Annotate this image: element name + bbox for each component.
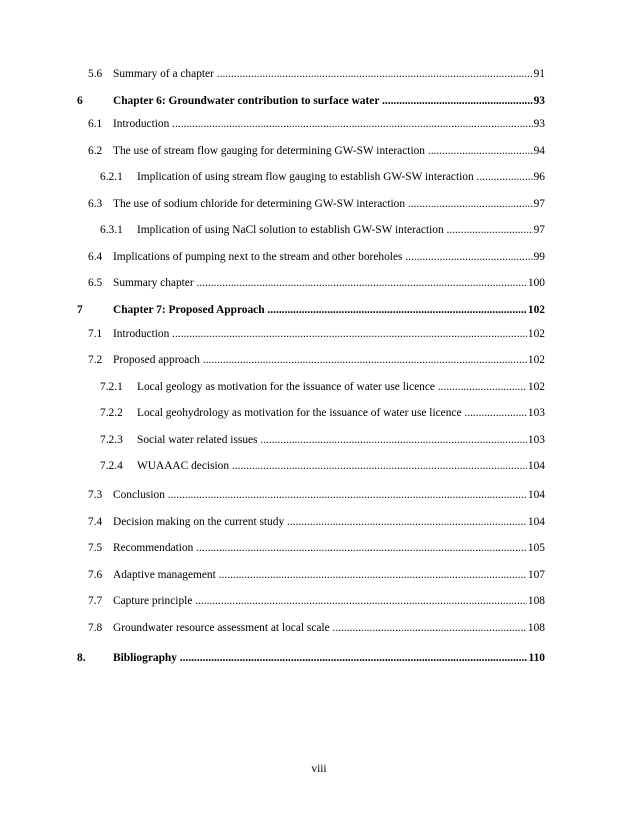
toc-entry-page: 103 xyxy=(527,407,545,419)
toc-entry[interactable] xyxy=(88,196,545,212)
toc-entry-title: Adaptive management ..... xyxy=(113,567,545,583)
toc-entry[interactable] xyxy=(88,352,545,368)
toc-entry-page: 102 xyxy=(527,354,545,366)
toc-entry-number: 6.2.1 xyxy=(100,171,123,183)
toc-entry-page: 97 xyxy=(533,198,545,210)
toc-entry-page: 110 xyxy=(528,652,545,664)
toc-entry-number: 6.3.1 xyxy=(100,224,123,236)
toc-entry-page: 91 xyxy=(533,68,545,80)
toc-entry[interactable] xyxy=(88,249,545,265)
toc-entry-page: 103 xyxy=(527,434,545,446)
toc-entry-page: 107 xyxy=(527,569,545,581)
toc-entry-number: 6.2 xyxy=(88,145,103,157)
toc-entry-title: The use of sodium chloride for determining GW-SW interaction ..... xyxy=(113,196,545,212)
toc-entry-page: 93 xyxy=(533,118,545,130)
toc-entry-number: 8. xyxy=(77,652,86,664)
toc-entry-page: 104 xyxy=(527,460,545,472)
toc-entry-page: 108 xyxy=(527,595,545,607)
toc-entry-title: Recommendation ..... xyxy=(113,540,545,556)
toc-entry-title: Implication of using stream flow gauging to establish GW-SW interaction ..... xyxy=(137,169,545,185)
toc-entry-number: 7.5 xyxy=(88,542,103,554)
toc-entry[interactable] xyxy=(100,169,545,185)
toc-entry-title: The use of stream flow gauging for determining GW-SW interaction ..... xyxy=(113,143,545,159)
toc-entry-number: 7.1 xyxy=(88,328,103,340)
toc-entry-title: Introduction ..... xyxy=(113,116,545,132)
toc-entry-title: Summary of a chapter ..... xyxy=(113,66,545,82)
toc-entry-title: Introduction ..... xyxy=(113,326,545,342)
toc-entry-title: Bibliography ..... xyxy=(113,650,545,666)
toc-entry-page: 102 xyxy=(527,381,545,393)
toc-entry-number: 7.2 xyxy=(88,354,103,366)
toc-entry-page: 94 xyxy=(533,145,545,157)
toc-entry-title: Proposed approach ..... xyxy=(113,352,545,368)
toc-entry[interactable] xyxy=(88,275,545,291)
toc-entry-title: WUAAAC decision ..... xyxy=(137,458,545,474)
toc-entry-number: 7.2.4 xyxy=(100,460,123,472)
toc-entry-number: 6.3 xyxy=(88,198,103,210)
toc-entry-number: 7.7 xyxy=(88,595,103,607)
toc-entry-page: 104 xyxy=(527,516,545,528)
page-number: viii xyxy=(311,763,327,775)
toc-entry[interactable] xyxy=(88,143,545,159)
toc-entry[interactable] xyxy=(77,650,545,666)
toc-entry-number: 7 xyxy=(77,304,83,316)
toc-entry-number: 7.2.3 xyxy=(100,434,123,446)
toc-entry-number: 6 xyxy=(77,95,83,107)
toc-entry[interactable] xyxy=(100,432,545,448)
toc-entry[interactable] xyxy=(88,66,545,82)
toc-entry-number: 6.5 xyxy=(88,277,103,289)
toc-entry-title: Conclusion ..... xyxy=(113,487,545,503)
toc-entry-number: 7.2.2 xyxy=(100,407,123,419)
toc-entry[interactable] xyxy=(100,405,545,421)
toc-entry-title: Implication of using NaCl solution to establish GW-SW interaction ..... xyxy=(137,222,545,238)
toc-entry-number: 7.3 xyxy=(88,489,103,501)
toc-entry[interactable] xyxy=(88,540,545,556)
toc-entry[interactable] xyxy=(100,458,545,474)
toc-entry-number: 6.1 xyxy=(88,118,103,130)
toc-entry-page: 93 xyxy=(533,95,545,107)
toc-entry-number: 7.6 xyxy=(88,569,103,581)
toc-entry-title: Groundwater resource assessment at local scale ..... xyxy=(113,620,545,636)
toc-entry[interactable] xyxy=(77,93,545,109)
toc-entry-title: Social water related issues ..... xyxy=(137,432,545,448)
toc-entry-page: 105 xyxy=(527,542,545,554)
toc-entry[interactable] xyxy=(88,620,545,636)
toc-entry[interactable] xyxy=(100,379,545,395)
toc-entry-page: 108 xyxy=(527,622,545,634)
toc-entry-title: Implications of pumping next to the stream and other boreholes ..... xyxy=(113,249,545,265)
toc-entry-title: Chapter 6: Groundwater contribution to surface water ..... xyxy=(113,93,545,109)
toc-entry-page: 100 xyxy=(527,277,545,289)
toc-entry-number: 5.6 xyxy=(88,68,103,80)
toc-entry-title: Local geohydrology as motivation for the issuance of water use licence ..... xyxy=(137,405,545,421)
toc-entry-number: 7.4 xyxy=(88,516,103,528)
toc-entry-title: Capture principle ..... xyxy=(113,593,545,609)
toc-entry-number: 7.8 xyxy=(88,622,103,634)
toc-entry[interactable] xyxy=(88,116,545,132)
toc-entry[interactable] xyxy=(88,326,545,342)
toc-entry-page: 99 xyxy=(533,251,545,263)
toc-entry-number: 7.2.1 xyxy=(100,381,123,393)
toc-entry-title: Local geology as motivation for the issuance of water use licence ..... xyxy=(137,379,545,395)
toc-entry-page: 104 xyxy=(527,489,545,501)
toc-entry[interactable] xyxy=(88,593,545,609)
toc-entry-title: Summary chapter ..... xyxy=(113,275,545,291)
toc-entry-title: Chapter 7: Proposed Approach ..... xyxy=(113,302,545,318)
toc-entry[interactable] xyxy=(88,514,545,530)
toc-entry-number: 6.4 xyxy=(88,251,103,263)
toc-entry[interactable] xyxy=(88,487,545,503)
toc-entry-page: 96 xyxy=(533,171,545,183)
toc-entry-page: 102 xyxy=(527,328,545,340)
toc-entry-title: Decision making on the current study ..... xyxy=(113,514,545,530)
toc-entry[interactable] xyxy=(100,222,545,238)
toc-entry[interactable] xyxy=(77,302,545,318)
toc-entry-page: 97 xyxy=(533,224,545,236)
toc-entry-page: 102 xyxy=(527,304,545,316)
toc-entry[interactable] xyxy=(88,567,545,583)
